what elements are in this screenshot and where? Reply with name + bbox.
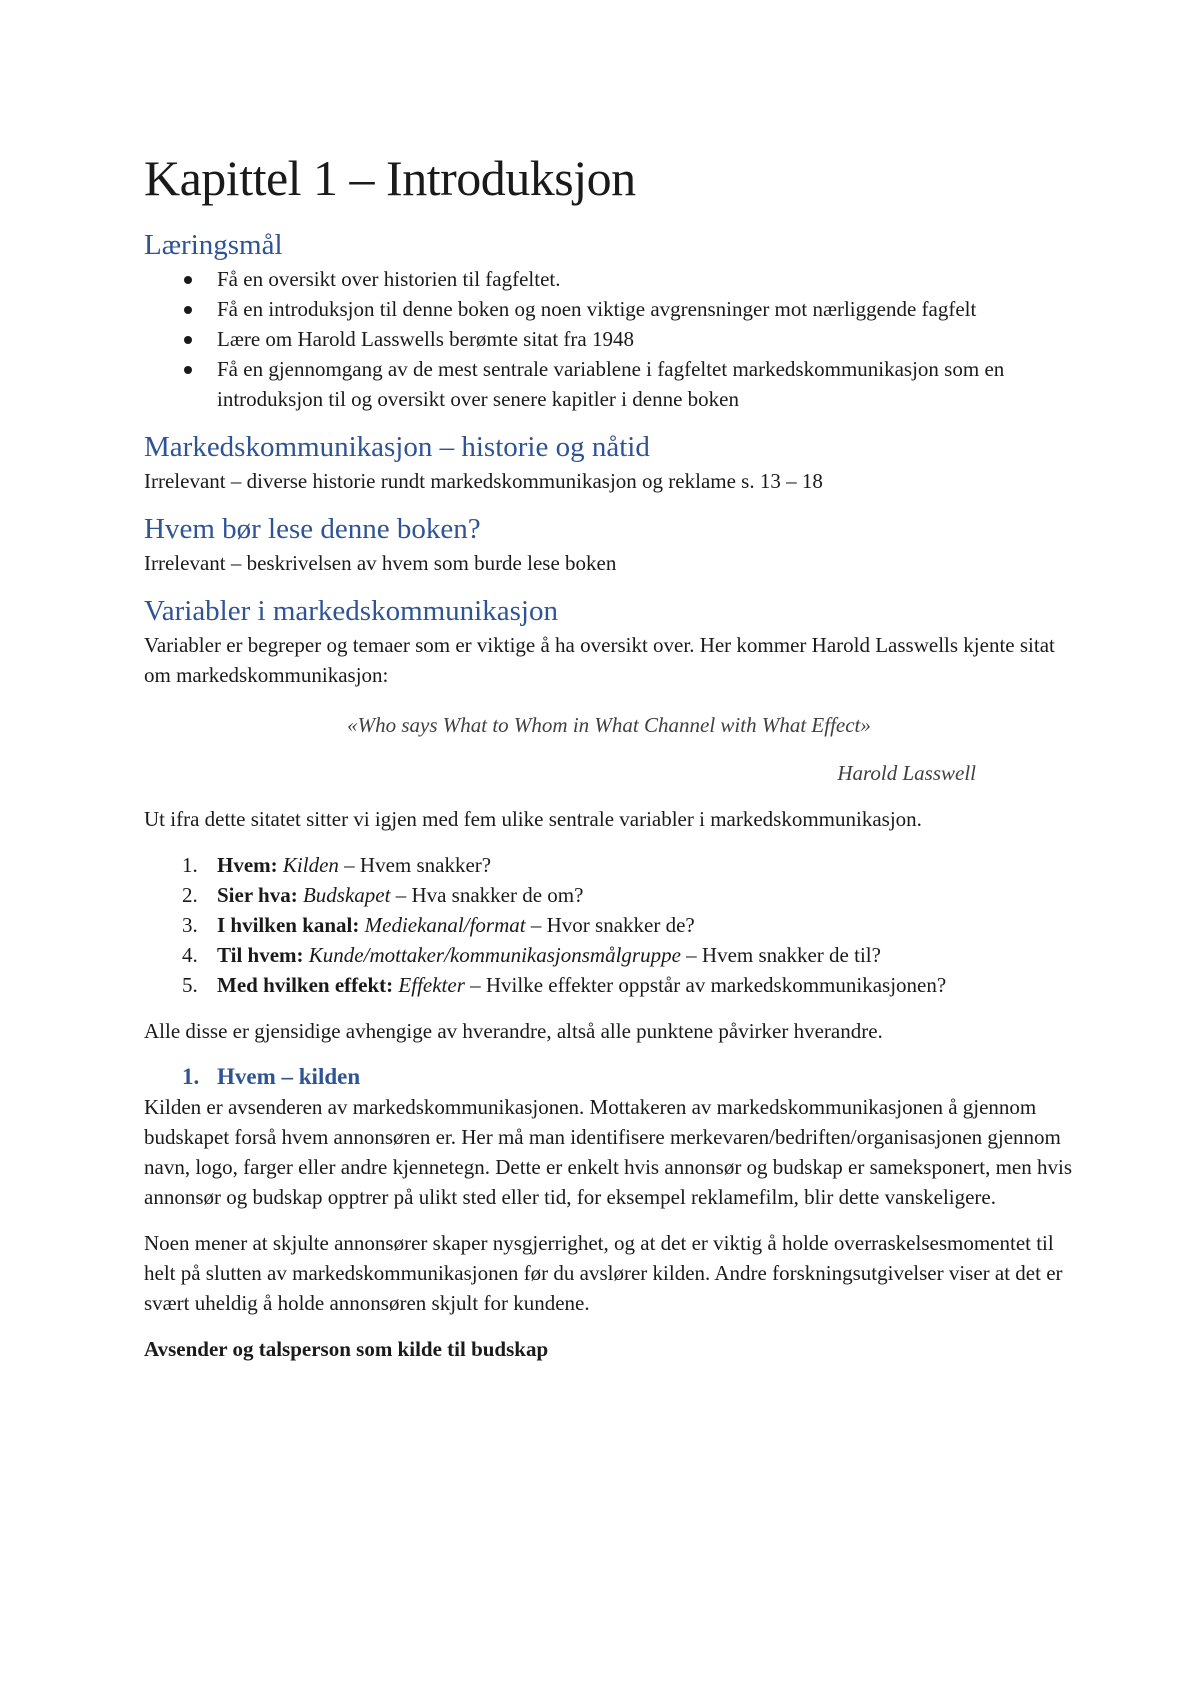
list-item: 2. Sier hva: Budskapet – Hva snakker de om? bbox=[182, 883, 584, 907]
bullet-icon bbox=[184, 366, 192, 374]
variables-intro: Variabler er begreper og temaer som er viktige å ha oversikt over. Her kommer Harold Lasswells kjente sitat om markedskommunikasjon: bbox=[144, 633, 1055, 687]
list-item: 1. Hvem: Kilden – Hvem snakker? bbox=[182, 853, 492, 877]
history-heading: Markedskommunikasjon – historie og nåtid bbox=[144, 431, 650, 463]
source-heading: 1. Hvem – kilden bbox=[182, 1064, 361, 1089]
variables-heading: Variabler i markedskommunikasjon bbox=[144, 595, 558, 627]
bullet-icon bbox=[184, 306, 192, 314]
list-item: Få en oversikt over historien til fagfeltet. bbox=[144, 264, 1074, 294]
list-item: 4. Til hvem: Kunde/mottaker/kommunikasjonsmålgruppe – Hvem snakker de til? bbox=[182, 943, 881, 967]
bullet-icon bbox=[184, 276, 192, 284]
list-item: Få en introduksjon til denne boken og noen viktige avgrensninger mot nærliggende fagfelt bbox=[144, 294, 1074, 324]
chapter-title: Kapittel 1 – Introduksjon bbox=[144, 150, 636, 206]
list-item: Få en gjennomgang av de mest sentrale variablene i fagfeltet markedskommunikasjon som en introduksjon til og oversikt over senere kapitler i denne boken bbox=[144, 354, 1074, 414]
readers-heading: Hvem bør lese denne boken? bbox=[144, 513, 481, 545]
source-section bbox=[144, 1062, 1074, 1364]
list-item: 5. Med hvilken effekt: Effekter – Hvilke effekter oppstår av markedskommunikasjonen? bbox=[182, 973, 947, 997]
source-subheading: Avsender og talsperson som kilde til budskap bbox=[144, 1337, 549, 1361]
source-paragraph-1: Kilden er avsenderen av markedskommunikasjonen. Mottakeren av markedskommunikasjonen å gjennom budskapet forså hvem annonsøren er. Her må man identifisere merkevaren/bedriften/organisasjonen gjennom navn, logo, farger eller andre kjennetegn. Dette er enkelt hvis annonsør og budskap er sameksponert, men hvis annonsør og budskap opptrer på ulikt sted eller tid, for eksempel reklamefilm, blir dette vanskeligere. bbox=[144, 1095, 1072, 1209]
goals-heading: Læringsmål bbox=[144, 229, 283, 261]
variables-list bbox=[144, 850, 1074, 1000]
variables-summary: Alle disse er gjensidige avhengige av hverandre, altså alle punktene påvirker hverandre. bbox=[144, 1019, 883, 1043]
goals-list bbox=[144, 264, 1074, 414]
quote-author: Harold Lasswell bbox=[837, 761, 976, 785]
lasswell-quote: «Who says What to Whom in What Channel with What Effect» bbox=[347, 713, 871, 737]
readers-text: Irrelevant – beskrivelsen av hvem som burde lese boken bbox=[144, 551, 617, 575]
history-section bbox=[144, 428, 1074, 496]
history-text: Irrelevant – diverse historie rundt markedskommunikasjon og reklame s. 13 – 18 bbox=[144, 469, 823, 493]
list-item: 3. I hvilken kanal: Mediekanal/format – Hvor snakker de? bbox=[182, 913, 695, 937]
list-item: Lære om Harold Lasswells berømte sitat fra 1948 bbox=[144, 324, 1074, 354]
readers-section bbox=[144, 510, 1074, 578]
variables-section bbox=[144, 592, 1074, 1046]
bullet-icon bbox=[184, 336, 192, 344]
source-paragraph-2: Noen mener at skjulte annonsører skaper nysgjerrighet, og at det er viktig å holde overraskelsesmomentet til helt på slutten av markedskommunikasjonen før du avslører kilden. Andre forskningsutgivelser viser at det er svært uheldig å holde annonsøren skjult for kundene. bbox=[144, 1231, 1063, 1315]
document-page bbox=[144, 148, 1074, 1364]
variables-lead: Ut ifra dette sitatet sitter vi igjen med fem ulike sentrale variabler i markedskommunikasjon. bbox=[144, 807, 922, 831]
